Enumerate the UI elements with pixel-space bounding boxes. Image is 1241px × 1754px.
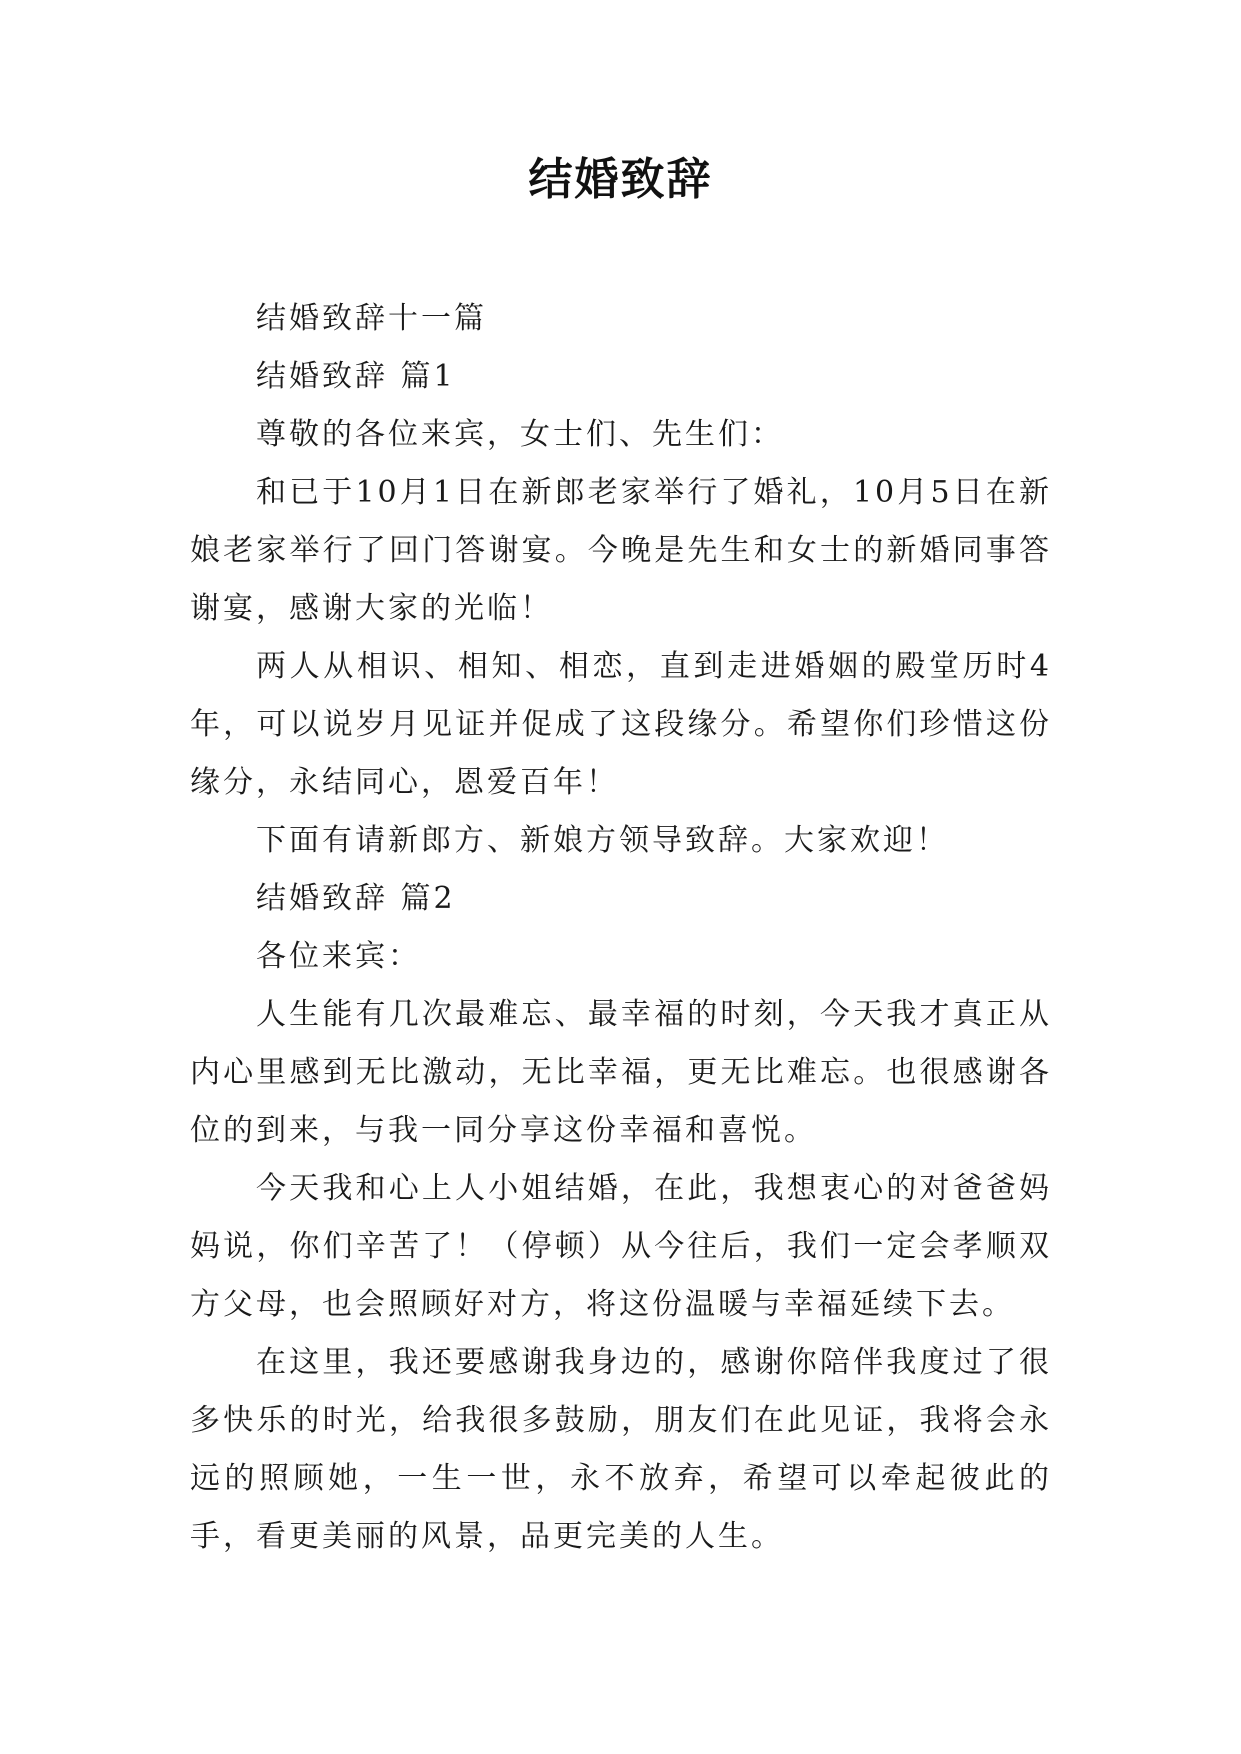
paragraph: 各位来宾： bbox=[256, 939, 421, 974]
paragraph: 今天我和心上人小姐结婚，在此，我想衷心的对爸爸妈妈说，你们辛苦了！（停顿）从今往后，我们一定会孝顺双方父母，也会照顾好对方，将这份温暖与幸福延续下去。 bbox=[190, 1171, 1052, 1322]
paragraph: 两人从相识、相知、相恋，直到走进婚姻的殿堂历时4年，可以说岁月见证并促成了这段缘分。希望你们珍惜这份缘分，永结同心，恩爱百年！ bbox=[190, 649, 1052, 800]
paragraph: 和已于10月1日在新郎老家举行了婚礼，10月5日在新娘老家举行了回门答谢宴。今晚是先生和女士的新婚同事答谢宴，感谢大家的光临！ bbox=[190, 475, 1052, 626]
paragraph: 在这里，我还要感谢我身边的，感谢你陪伴我度过了很多快乐的时光，给我很多鼓励，朋友们在此见证，我将会永远的照顾她，一生一世，永不放弃，希望可以牵起彼此的手，看更美丽的风景，品更完美的人生。 bbox=[190, 1345, 1052, 1554]
document-body bbox=[190, 290, 1052, 1566]
paragraph: 下面有请新郎方、新娘方领导致辞。大家欢迎！ bbox=[256, 823, 949, 858]
paragraph: 尊敬的各位来宾，女士们、先生们： bbox=[256, 417, 784, 452]
paragraph: 人生能有几次最难忘、最幸福的时刻，今天我才真正从内心里感到无比激动，无比幸福，更无比难忘。也很感谢各位的到来，与我一同分享这份幸福和喜悦。 bbox=[190, 997, 1052, 1148]
intro-heading: 结婚致辞十一篇 bbox=[256, 301, 487, 336]
document-title: 结婚致辞 bbox=[528, 154, 713, 205]
section-heading-1: 结婚致辞 篇1 bbox=[256, 359, 456, 394]
section-heading-2: 结婚致辞 篇2 bbox=[256, 881, 456, 916]
